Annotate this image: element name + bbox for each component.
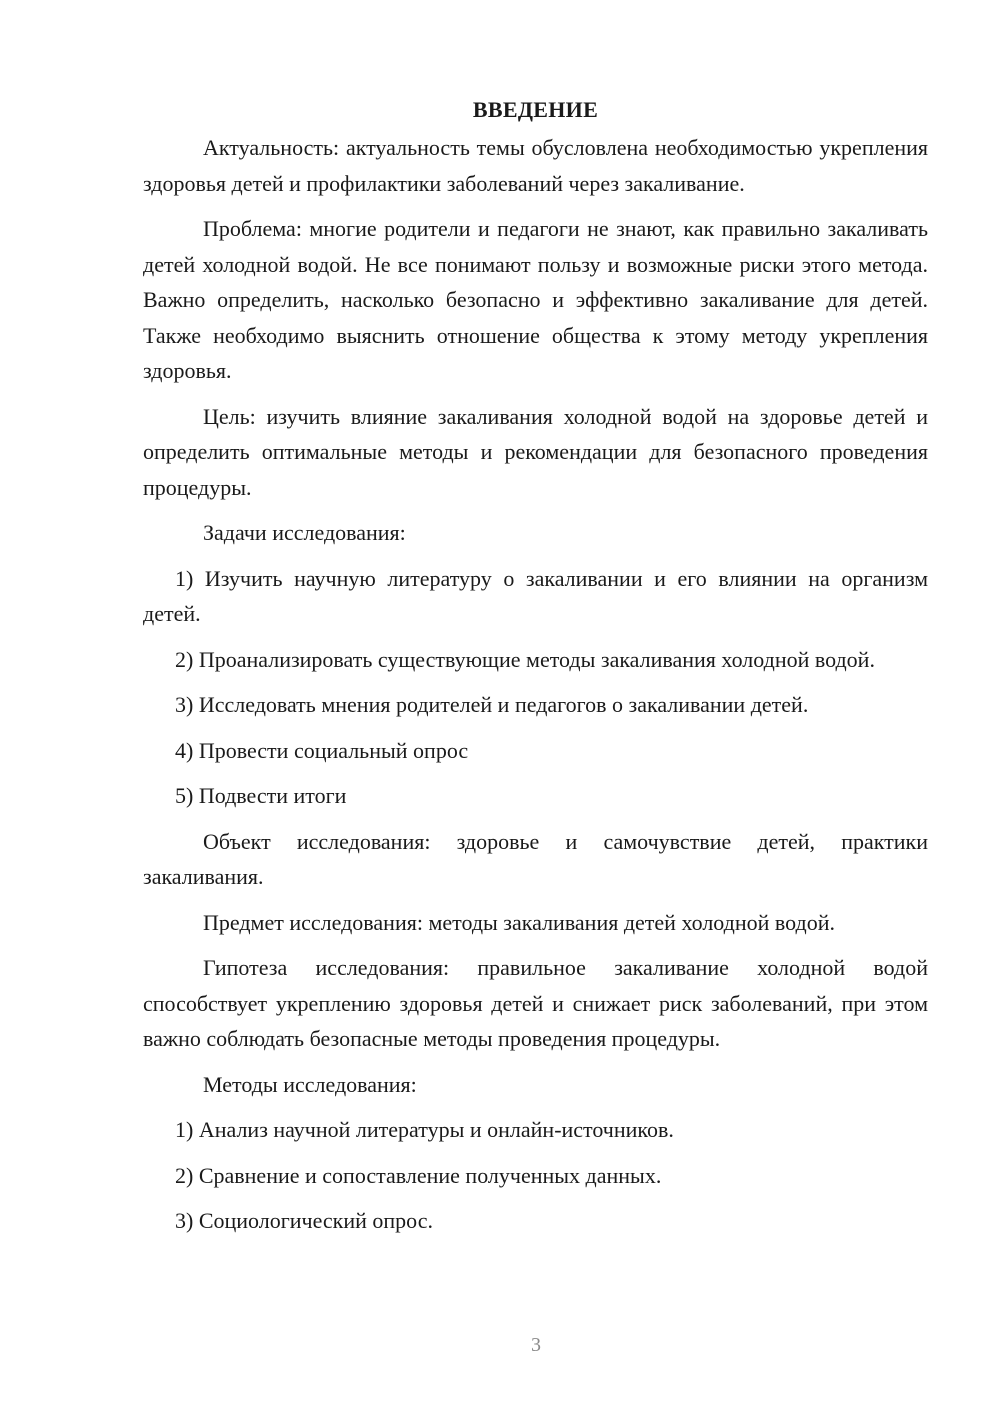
list-item: 3) Социологический опрос. (175, 1208, 433, 1233)
list-item: 2) Сравнение и сопоставление полученных данных. (175, 1162, 662, 1188)
list-item: 2) Проанализировать существующие методы закаливания холодной водой. (175, 646, 875, 672)
document-page (143, 92, 928, 1249)
list-item: 4) Провести социальный опрос (175, 737, 469, 763)
page-title: ВВЕДЕНИЕ (472, 97, 599, 122)
subject-paragraph: Предмет исследования: методы закаливания детей холодной водой. (203, 909, 835, 935)
object-paragraph: Объект исследования: здоровье и самочувствие детей, практики закаливания. (143, 828, 928, 889)
list-item: 1) Изучить научную литературу о закаливании и его влиянии на организм детей. (143, 565, 928, 626)
page-number: 3 (531, 1334, 541, 1356)
hypothesis-paragraph: Гипотеза исследования: правильное закаливание холодной водой способствует укреплению здоровья детей и снижает риск заболеваний, при этом важно соблюдать безопасные методы проведения процедуры. (143, 955, 928, 1051)
goal-paragraph: Цель: изучить влияние закаливания холодной водой на здоровье детей и определить оптимальные методы и рекомендации для безопасного проведения процедуры. (143, 403, 928, 500)
methods-heading: Методы исследования: (203, 1071, 417, 1097)
relevance-paragraph: Актуальность: актуальность темы обусловлена необходимостью укрепления здоровья детей и профилактики заболеваний через закаливание. (143, 135, 928, 196)
tasks-heading: Задачи исследования: (203, 520, 406, 545)
list-item: 5) Подвести итоги (175, 783, 347, 808)
list-item: 3) Исследовать мнения родителей и педагогов о закаливании детей. (175, 692, 809, 717)
list-item: 1) Анализ научной литературы и онлайн-источников. (175, 1117, 674, 1142)
tasks-list (143, 561, 928, 814)
methods-list (143, 1112, 928, 1239)
problem-paragraph: Проблема: многие родители и педагоги не знают, как правильно закаливать детей холодной водой. Не все понимают пользу и возможные риски этого метода. Важно определить, насколько безопасно и эффективно закаливание для детей. Также необходимо выяснить отношение общества к этому методу укрепления здоровья. (143, 216, 928, 383)
